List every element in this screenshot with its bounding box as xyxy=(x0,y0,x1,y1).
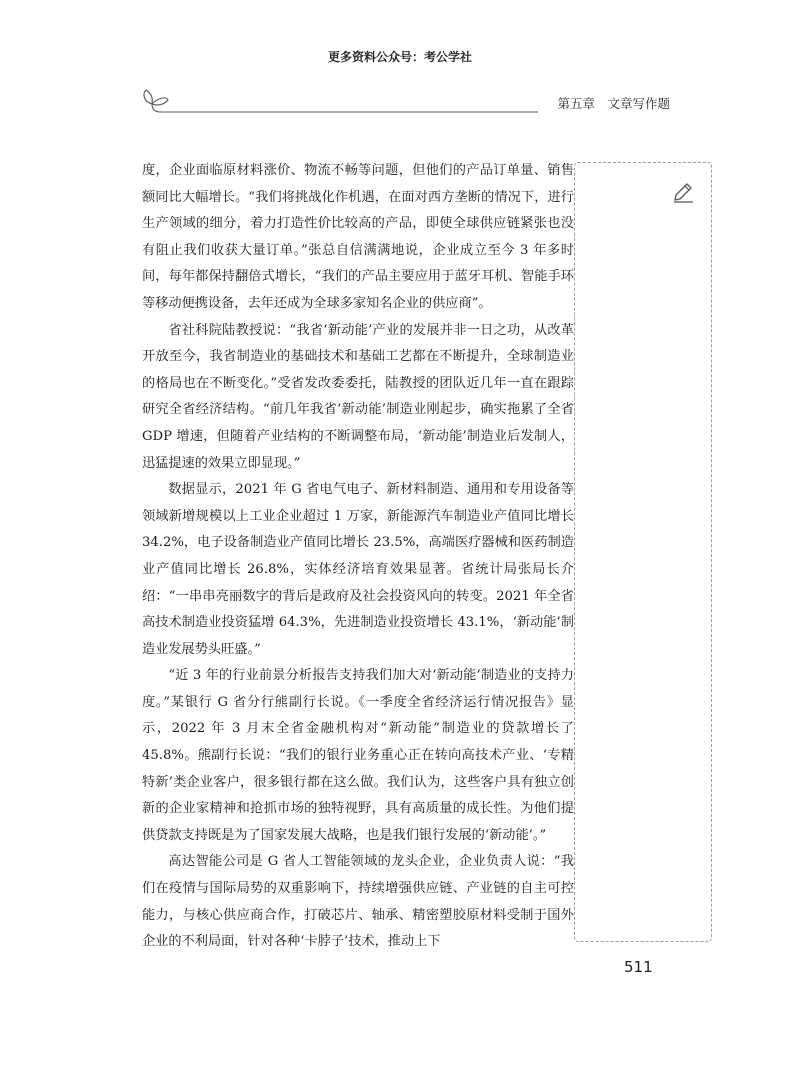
margin-notes-box xyxy=(574,162,712,942)
paragraph: “近 3 年的行业前景分析报告支持我们加大对‘新动能’制造业的支持力度。”某银行 G 省分行熊副行长说。《一季度全省经济运行情况报告》显示，2022 年 3 月末全省金融机构对“新动能”制造业的贷款增长了 45.8%。熊副行长说：“我们的银行业务重心正在转向高技术产业、‘专精特新’类企业客户，很多银行都在这么做。我们认为，这些客户具有独立创新的企业家精神和抢抓市场的独特视野，具有高质量的成长性。为他们提供贷款支持既是为了国家发展大战略，也是我们银行发展的‘新动能’。” xyxy=(142,668,574,843)
running-header xyxy=(138,84,670,124)
pencil-icon xyxy=(671,177,697,203)
paragraph: 省社科院陆教授说：“我省‘新动能’产业的发展并非一日之功，从改革开放至今，我省制造业的基础技术和基础工艺都在不断提升，全球制造业的格局也在不断变化。”受省发改委委托，陆教授的团队近几年一直在跟踪研究全省经济结构。“前几年我省‘新动能’制造业刚起步，确实拖累了全省 GDP 增速，但随着产业结构的不断调整布局，‘新动能’制造业后发制人，迅猛提速的效果立即显现。” xyxy=(142,322,574,471)
article-body xyxy=(142,158,574,956)
top-banner: 更多资料公众号：考公学社 xyxy=(327,50,472,64)
paragraph: 数据显示，2021 年 G 省电气电子、新材料制造、通用和专用设备等领域新增规模以上工业企业超过 1 万家，新能源汽车制造业产值同比增长 34.2%，电子设备制造业产值同比增长 23.5%，高端医疗器械和医药制造业产值同比增长 26.8%，实体经济培育效果显著。省统计局张局长介绍：“一串串亮丽数字的背后是政府及社会投资风向的转变。2021 年全省高技术制造业投资猛增 64.3%，先进制造业投资增长 43.1%，‘新动能’制造业发展势头旺盛。” xyxy=(142,482,574,657)
chapter-title: 第五章 文章写作题 xyxy=(549,94,670,112)
paragraph: 高达智能公司是 G 省人工智能领域的龙头企业，企业负责人说：“我们在疫情与国际局势的双重影响下，持续增强供应链、产业链的自主可控能力，与核心供应商合作，打破芯片、轴承、精密塑胶原材料受制于国外企业的不利局面，针对各种‘卡脖子’技术，推动上下 xyxy=(142,854,574,950)
page-number: 511 xyxy=(624,958,653,976)
paragraph: 度，企业面临原材料涨价、物流不畅等问题，但他们的产品订单量、销售额同比大幅增长。“我们将挑战化作机遇，在面对西方垄断的情况下，进行生产领域的细分，着力打造性价比较高的产品，即使全球供应链紧张也没有阻止我们收获大量订单。”张总自信满满地说，企业成立至今 3 年多时间，每年都保持翻倍式增长，“我们的产品主要应用于蓝牙耳机、智能手环等移动便携设备，去年还成为全球多家知名企业的供应商”。 xyxy=(142,163,574,311)
